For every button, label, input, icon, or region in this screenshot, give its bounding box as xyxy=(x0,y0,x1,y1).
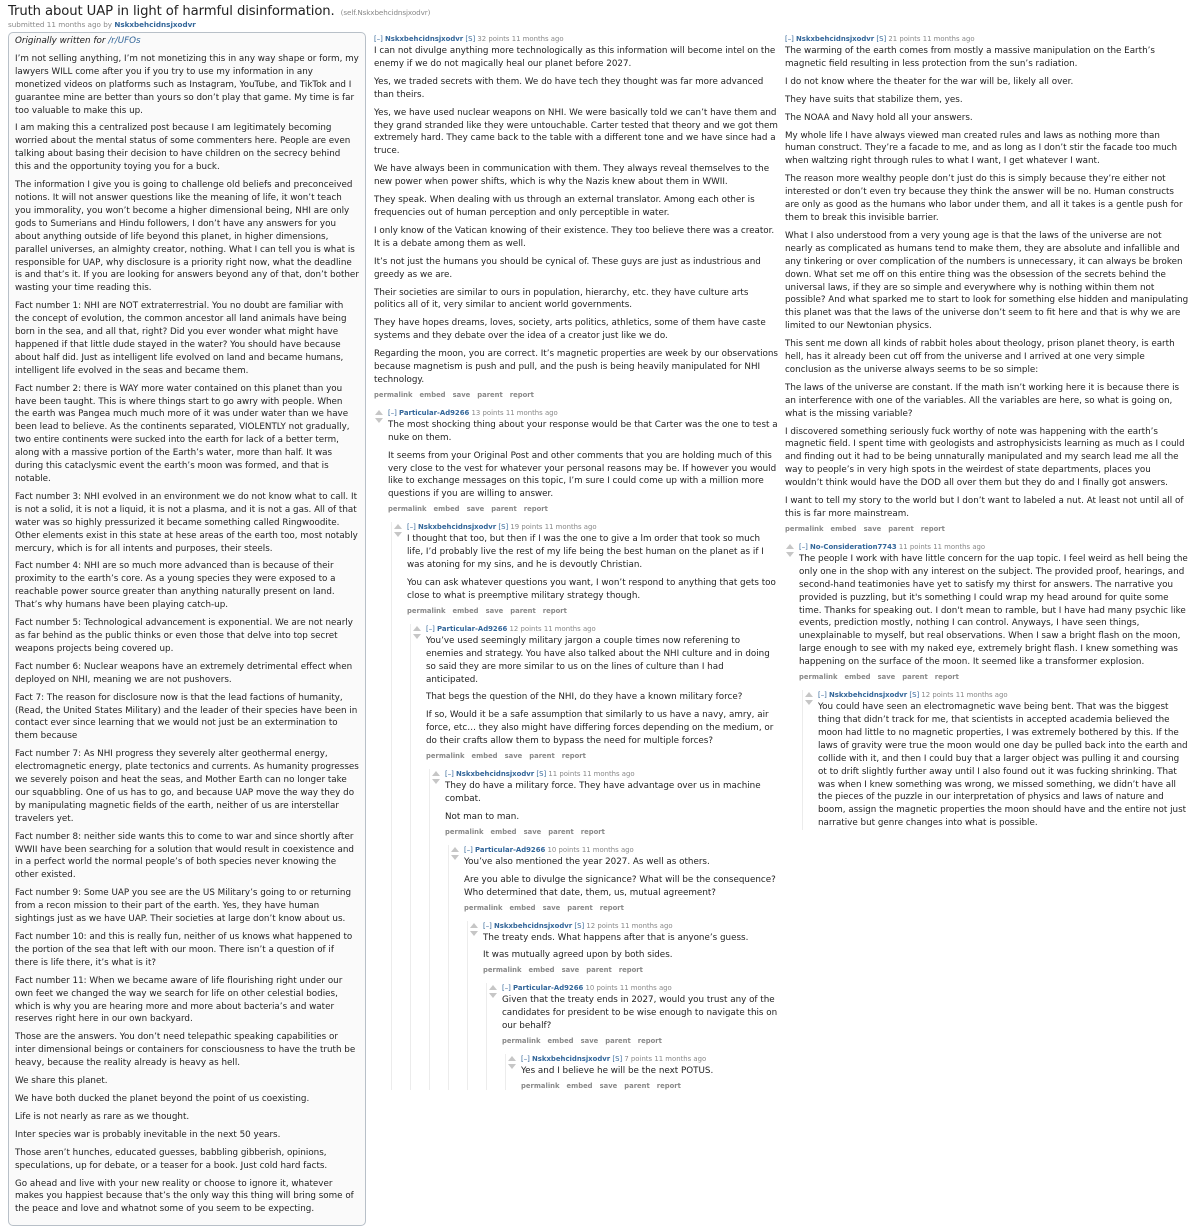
comment-paragraph: Not man to man. xyxy=(445,811,520,822)
action-report[interactable]: report xyxy=(561,752,586,761)
action-permalink[interactable]: permalink xyxy=(785,524,824,533)
action-save[interactable]: save xyxy=(599,1081,618,1090)
post-title-link[interactable]: Truth about UAP in light of harmful disinformation. xyxy=(8,4,335,19)
comment xyxy=(502,983,778,1090)
comment-time: 11 months ago xyxy=(511,35,564,43)
comment-paragraph: If so, Would it be a safe assumption that similarly to us have a navy, amry, air force, etc… they also might have differing forces depending on the medium, or do their crafts allow them to bypass the need for multiple forces? xyxy=(426,710,774,747)
comment-actions xyxy=(464,904,778,912)
action-parent[interactable]: parent xyxy=(902,673,928,682)
post-paragraph: Fact number 7: As NHI progress they severely alter geothermal energy, electromagnetic energy, plate tectonics and currents. As humanity progresses we severely poison and heat the seas, and Mother Earth can no longer take our squabbling. One of us has to go, and because UAP move the way they do by manipulating magnetic fields of the earth, neither of us are interstellar travelers yet. xyxy=(15,749,359,824)
comment-author[interactable]: Nskxbehcidnsjxodvr xyxy=(829,691,908,700)
upvote-arrow-icon[interactable] xyxy=(394,524,402,529)
comment-paragraph: Regarding the moon, you are correct. It’s magnetic properties are week by our observations because magnetism is push and pull, and the push is being heavily manipulated for NHI technology. xyxy=(374,349,778,385)
action-permalink[interactable]: permalink xyxy=(502,1037,541,1046)
downvote-arrow-icon[interactable] xyxy=(470,931,478,936)
action-permalink[interactable]: permalink xyxy=(464,903,503,912)
vote-arrows xyxy=(786,544,796,560)
action-embed[interactable]: embed xyxy=(419,390,446,399)
action-report[interactable]: report xyxy=(637,1037,662,1046)
action-save[interactable]: save xyxy=(504,752,523,761)
comment-author[interactable]: Particular-Ad9266 xyxy=(513,984,584,993)
comment-author[interactable]: Nskxbehcidnsjxodvr xyxy=(418,523,497,532)
comment-header xyxy=(502,983,778,994)
action-embed[interactable]: embed xyxy=(452,606,479,615)
collapse-toggle[interactable]: [–] xyxy=(799,542,808,551)
action-embed[interactable]: embed xyxy=(490,827,517,836)
comment-paragraph: I want to tell my story to the world but I don’t want to labeled a nut. At least not until all of this is far more mainstream. xyxy=(785,496,1184,519)
comment-header xyxy=(388,408,778,419)
comment-column-2 xyxy=(785,34,1189,835)
comment-points: 12 points xyxy=(586,921,619,930)
action-embed[interactable]: embed xyxy=(433,505,460,514)
action-parent[interactable]: parent xyxy=(888,524,914,533)
vote-arrows xyxy=(451,847,461,863)
submitter-badge: [S] xyxy=(909,691,920,700)
comment-author[interactable]: No-Consideration7743 xyxy=(810,542,897,551)
comment-body xyxy=(388,419,778,501)
subreddit-link[interactable]: /r/UFOs xyxy=(108,36,141,46)
comment-points: 19 points xyxy=(510,523,543,532)
comment-body xyxy=(407,533,778,603)
action-permalink[interactable]: permalink xyxy=(483,966,522,975)
comment-actions xyxy=(483,966,778,974)
action-parent[interactable]: parent xyxy=(529,752,555,761)
comment-actions xyxy=(445,828,778,836)
comment-author[interactable]: Nskxbehcidnsjxodvr xyxy=(494,921,573,930)
comment xyxy=(407,522,778,1090)
comment-paragraph: Yes and I believe he will be the next POTUS. xyxy=(521,1066,714,1077)
comment-replies xyxy=(486,983,778,1090)
comment-paragraph: The warming of the earth comes from mostly a massive manipulation on the Earth’s magnetic field resulting in less protection from the sun’s radiation. xyxy=(785,46,1155,69)
post-title xyxy=(8,4,431,19)
action-save[interactable]: save xyxy=(580,1037,599,1046)
vote-arrows xyxy=(413,626,423,642)
comment-replies xyxy=(505,1054,778,1090)
action-parent[interactable]: parent xyxy=(491,505,517,514)
post-paragraph: We share this planet. xyxy=(15,1076,108,1087)
action-save[interactable]: save xyxy=(523,827,542,836)
comment-paragraph: This sent me down all kinds of rabbit holes about theology, prison planet theory, is earth hell, has it already been cut off from the universe and I arrived at one very simple conclusion as the universe always seems to be so simple: xyxy=(785,339,1175,375)
comment-time: 11 months ago xyxy=(922,35,975,43)
action-embed[interactable]: embed xyxy=(830,524,857,533)
post-paragraph: Fact number 2: there is WAY more water contained on this planet than you have been taught. This is where things start to go awry with people. When the earth was Pangea much much more of it was under water than we have been lead to believe. As the continents separated, VIOLENTLY not gradually, two entire continents were sucked into the earth for lack of a better term, along with a massive portion of the Earth’s water, more than half. It was during this cataclysmic event the earth’s moon was formed, and that is notable. xyxy=(15,383,350,484)
action-report[interactable]: report xyxy=(920,524,945,533)
comment-time: 11 months ago xyxy=(620,921,673,930)
post-domain[interactable]: (self.Nskxbehcidnsjxodvr) xyxy=(340,8,431,17)
comment-body xyxy=(445,780,778,824)
action-embed[interactable]: embed xyxy=(471,752,498,761)
comment-paragraph: It seems from your Original Post and other comments that you are holding much of this very close to the vest for whatever your personal reasons may be. If however you would like to exchange messages on this topic, I’m sure I could come up with a million more questions if you are willing to answer. xyxy=(388,450,777,500)
collapse-toggle[interactable]: [–] xyxy=(502,984,511,993)
comment-paragraph: I thought that too, but then if I was the one to give a lm order that took so much life, I’d probably live the rest of my life being the best human on the planet as if I was atoning for my sins, and he is devoutly Christian. xyxy=(407,534,764,571)
comment-paragraph: You’ve used seemingly military jargon a couple times now referening to enemies and strategy. You have also talked about the NHI culture and in doing so said they are more similar to us on the lines of culture than I had anticipated. xyxy=(426,635,770,685)
action-embed[interactable]: embed xyxy=(547,1037,574,1046)
action-permalink[interactable]: permalink xyxy=(445,827,484,836)
comment-points: 12 points xyxy=(921,691,954,700)
comment-points: 10 points xyxy=(547,845,580,854)
intro-text: Originally written for xyxy=(15,36,106,46)
action-parent[interactable]: parent xyxy=(548,827,574,836)
comment-paragraph: They speak. When dealing with us through an external translator. Among each other is frequencies out of human perception and only perceptible in water. xyxy=(374,195,755,218)
submitter-badge: [S] xyxy=(876,35,887,43)
comment-body xyxy=(799,553,1189,669)
post-paragraph: Fact number 1: NHI are NOT extraterrestrial. You no doubt are familiar with the concept of evolution, the common ancestor all land animals have being born in the sea, and all that, right? Did you ever wonder what might have happened if that little dude stayed in the water? You should have because about half did. Just as intelligent life evolved on land and became humans, intelligent life evolved in the seas and became them. xyxy=(15,301,347,376)
comment-author[interactable]: Particular-Ad9266 xyxy=(399,408,470,417)
comment-paragraph: I only know of the Vatican knowing of their existence. They too believe there was a creator. It is a debate among them as well. xyxy=(374,225,775,249)
comment-paragraph: That begs the question of the NHI, do they have a known military force? xyxy=(426,692,743,703)
comment-time: 11 months ago xyxy=(505,408,558,417)
comment-points: 21 points xyxy=(888,35,921,43)
comment-paragraph: It was mutually agreed upon by both sides. xyxy=(483,950,673,961)
action-permalink[interactable]: permalink xyxy=(799,673,838,682)
post-paragraph: Life is not nearly as rare as we thought. xyxy=(15,1111,190,1122)
comment-replies xyxy=(467,921,778,1090)
comment-time: 11 months ago xyxy=(543,624,596,633)
downvote-arrow-icon[interactable] xyxy=(786,552,794,557)
comment-author[interactable]: Nskxbehcidnsjxodvr xyxy=(385,35,464,43)
comment-points: 11 points xyxy=(548,770,581,779)
action-parent[interactable]: parent xyxy=(510,606,536,615)
comment xyxy=(483,921,778,1090)
action-report[interactable]: report xyxy=(656,1081,681,1090)
post-paragraph: Fact number 3: NHI evolved in an environment we do not know what to call. It is not a solid, it is not a liquid, it is not a plasma, and it is not a gas. All of that water was so highly pressurized it became something called Ringwoodite. Other elements exist in this state at hese areas of the earth too, most notably mercury, which is for all intents and purposes, their steels. xyxy=(15,491,358,554)
comment-header xyxy=(521,1054,778,1065)
collapse-toggle[interactable]: [–] xyxy=(483,921,492,930)
downvote-arrow-icon[interactable] xyxy=(432,779,440,784)
comment-paragraph: You’ve also mentioned the year 2027. As well as others. xyxy=(464,856,710,867)
action-report[interactable]: report xyxy=(580,827,605,836)
post-intro xyxy=(15,35,359,48)
vote-arrows xyxy=(394,524,404,540)
comment-body xyxy=(374,45,778,387)
upvote-arrow-icon[interactable] xyxy=(489,985,497,990)
comment-body xyxy=(483,932,778,963)
comment-replies xyxy=(410,624,778,1090)
submitter-badge: [S] xyxy=(536,770,547,779)
collapse-toggle[interactable]: [–] xyxy=(785,35,794,43)
reply-thread xyxy=(388,408,778,1090)
post-paragraph: Fact number 11: When we became aware of life flourishing right under our own feet we changed the way we search for life on other celestial bodies, which is why you are hearing more and more about bacteria’s and water reserves right here in our own backyard. xyxy=(15,975,343,1025)
action-permalink[interactable]: permalink xyxy=(374,390,413,399)
comment-paragraph: My whole life I have always viewed man created rules and laws as nothing more than human construct. They’re a facade to me, and as long as I don’t stir the facade too much when waltzing right through rules to what I want, I get whatever I want. xyxy=(785,130,1178,167)
post-paragraph: I am making this a centralized post because I am legitimately becoming worried about the mental status of some commenters here. People are even talking about basing their decision to have children on the secrecy behind this and the opportunity toying you for a buck. xyxy=(15,123,351,173)
comment-actions xyxy=(502,1037,778,1045)
collapse-toggle[interactable]: [–] xyxy=(388,408,397,417)
downvote-arrow-icon[interactable] xyxy=(394,532,402,537)
action-permalink[interactable]: permalink xyxy=(426,752,465,761)
comment-actions xyxy=(785,525,1189,533)
action-save[interactable]: save xyxy=(877,673,896,682)
action-report[interactable]: report xyxy=(934,673,959,682)
submitter-badge: [S] xyxy=(465,35,476,43)
post-tagline xyxy=(8,20,366,29)
comment-points: 13 points xyxy=(471,408,504,417)
comment-body xyxy=(785,45,1189,521)
upvote-arrow-icon[interactable] xyxy=(508,1056,516,1061)
comment-header xyxy=(407,522,778,533)
post-paragraph: I’m not selling anything, I’m not monetizing this in any way shape or form, my lawyers WILL come after you if you try to use my information in any monetized videos on platforms such as Instagram, YouTube, and TikTok and I guarantee mine are better than yours so don’t play that game. My time is far too valuable to make this up. xyxy=(15,53,359,116)
vote-arrows xyxy=(489,985,499,1001)
vote-arrows xyxy=(375,410,385,426)
comment-points: 7 points xyxy=(624,1055,653,1064)
comment-header xyxy=(374,34,778,45)
comment-header xyxy=(464,845,778,856)
comment-paragraph: They do have a military force. They have advantage over us in machine combat. xyxy=(445,781,761,804)
submitter-badge: [S] xyxy=(574,921,585,930)
action-save[interactable]: save xyxy=(485,606,504,615)
action-embed[interactable]: embed xyxy=(566,1081,593,1090)
downvote-arrow-icon[interactable] xyxy=(413,634,421,639)
comment-paragraph: The treaty ends. What happens after that is anyone’s guess. xyxy=(483,932,749,943)
action-report[interactable]: report xyxy=(523,505,548,514)
post-paragraph: Go ahead and live with your new reality or choose to ignore it, whatever makes you happiest because that’s the only way this thing will bring some of the peace and love and whatnot some of you seem to be expecting. xyxy=(15,1178,354,1215)
comment-paragraph: We have always been in communication with them. They always reveal themselves to the new power when power shifts, which is why the Nazis knew about them in WWII. xyxy=(374,164,770,188)
comment-author[interactable]: Nskxbehcidnsjxodvr xyxy=(532,1055,611,1064)
comment-paragraph: They have hopes dreams, loves, society, arts politics, athletics, some of them have caste systems and they debate over the idea of a creator just like we do. xyxy=(374,318,766,342)
post-paragraph: Fact number 5: Technological advancement is exponential. We are not nearly as far behind as the public thinks or even those that delve into top secret weapons projects being covered up. xyxy=(15,618,353,654)
comment-time: 11 months ago xyxy=(544,523,597,532)
action-embed[interactable]: embed xyxy=(528,966,555,975)
comment-time: 11 months ago xyxy=(619,984,672,993)
comment xyxy=(818,690,1189,830)
comment-author[interactable]: Particular-Ad9266 xyxy=(437,624,508,633)
comment-actions xyxy=(388,505,778,513)
action-permalink[interactable]: permalink xyxy=(407,606,446,615)
post-paragraphs xyxy=(15,53,359,1216)
comment-body xyxy=(818,701,1189,830)
vote-arrows xyxy=(805,692,815,708)
comment-time: 11 months ago xyxy=(654,1055,707,1064)
comment-paragraph: I discovered something seriously fuck worthy of note was happening with the earth’s magnetic field. I spent time with geologists and astrophysicists learning as much as I could and finding out it had to be being unnaturally manipulated and my search lead me all the way to people’s in very high spots in the weirdest of state departments, places you wouldn’t think would have the DOD all over them but they do and I finally got answers. xyxy=(785,426,1185,489)
submitter-badge: [S] xyxy=(612,1055,623,1064)
vote-arrows xyxy=(432,771,442,787)
collapse-toggle[interactable]: [–] xyxy=(521,1055,530,1064)
post-paragraph: Fact number 4: NHI are so much more advanced than is because of their proximity to the earth’s core. As a young species they were exposed to a reachable power source greater than anything naturally present on land. That’s why humans have been playing catch-up. xyxy=(15,561,336,611)
comment-paragraph: You can ask whatever questions you want, I won’t respond to anything that gets too close to what is preemptive military strategy though. xyxy=(407,578,776,601)
downvote-arrow-icon[interactable] xyxy=(489,993,497,998)
comment-points: 12 points xyxy=(509,624,542,633)
vote-arrows xyxy=(508,1056,518,1072)
comment-actions xyxy=(374,391,778,399)
comment-header xyxy=(445,769,778,780)
comment-actions xyxy=(407,607,778,615)
comment-points: 11 points xyxy=(898,542,932,551)
action-parent[interactable]: parent xyxy=(605,1037,631,1046)
action-save[interactable]: save xyxy=(452,390,471,399)
comment xyxy=(799,542,1189,830)
submitter-badge: [S] xyxy=(498,523,509,532)
comment-time: 11 months ago xyxy=(955,691,1008,700)
post-paragraph: Fact number 8: neither side wants this to come to war and since shortly after WWII have been searching for a solution that would result in coexistence and in a perfect world the normal people’s of both species never knowing the other existed. xyxy=(15,831,354,881)
action-permalink[interactable]: permalink xyxy=(388,505,427,514)
comment xyxy=(388,408,778,1090)
action-save[interactable]: save xyxy=(561,966,580,975)
post-paragraph: Fact number 9: Some UAP you see are the US Military’s going to or returning from a recon mission to their part of the earth. Yes, they have human sightings just as we have UAP. Their societies at large don’t know about us. xyxy=(15,888,351,925)
comment-points: 32 points xyxy=(477,35,510,43)
comment-paragraph: The most shocking thing about your response would be that Carter was the one to test a nuke on them. xyxy=(388,419,778,443)
downvote-arrow-icon[interactable] xyxy=(805,700,813,705)
upvote-arrow-icon[interactable] xyxy=(805,692,813,697)
post-paragraph: Fact number 6: Nuclear weapons have an extremely detrimental effect when deployed on NHI, meaning we are not pushovers. xyxy=(15,661,353,685)
comment xyxy=(374,34,778,399)
comment-paragraph: Yes, we traded secrets with them. We do have tech they thought was far more advanced than theirs. xyxy=(374,76,764,100)
action-report[interactable]: report xyxy=(542,606,567,615)
comment-replies xyxy=(429,769,778,1090)
post-paragraph: Fact 7: The reason for disclosure now is that the lead factions of humanity, (Read, the United States Military) and the leader of their species have been in contact ever since learning that we would not just be an extermination to them because xyxy=(15,692,358,742)
comment-header xyxy=(818,690,1189,701)
reply-thread xyxy=(799,542,1189,830)
collapse-toggle[interactable]: [–] xyxy=(818,691,827,700)
collapse-toggle[interactable]: [–] xyxy=(445,770,454,779)
comment-paragraph: What I also understood from a very young age is that the laws of the universe are not nearly as complicated as humans tend to make them, they are absolute and infallible and any tinkering or over complication of the numbers is unnecessary, it can always be broken down. What set me off on this entire thing was the obsession of the secrets behind the universal laws, if they are so simple and everywhere why is nothing within them not possible? And what sparked me to start to look for something else hidden and manipulating this planet was that the laws of the universe don’t seem to fit here and that is why we are limited to our Newtonian physics. xyxy=(785,230,1189,332)
comment xyxy=(464,845,778,1090)
collapse-toggle[interactable]: [–] xyxy=(374,35,383,43)
comment-points: 10 points xyxy=(585,984,618,993)
action-parent[interactable]: parent xyxy=(477,390,503,399)
upvote-arrow-icon[interactable] xyxy=(413,626,421,631)
comment-time: 11 months ago xyxy=(581,845,634,854)
comment-paragraph: It’s not just the humans you should be cynical of. These guys are just as industrious and greedy as we are. xyxy=(374,256,761,280)
comment-replies xyxy=(448,845,778,1090)
comment xyxy=(445,769,778,1090)
comment-author[interactable]: Nskxbehcidnsjxodvr xyxy=(456,770,535,779)
comment-paragraph: The laws of the universe are constant. If the math isn’t working here it is because there is an interference with one of the variables. All the variables are here, so what is going on, what is the missing variable? xyxy=(785,382,1180,419)
post-paragraph: Inter species war is probably inevitable in the next 50 years. xyxy=(15,1129,281,1140)
comment-body xyxy=(502,994,778,1033)
post-paragraph: The information I give you is going to challenge old beliefs and preconceived notions. It will not answer questions like the meaning of life, it won’t teach you immorality, you won’t become a higher dimensional being, NHI are only gods to Sumerians and Hindu followers, I don’t have any answers for you about anything outside of life beyond this planet, in higher dimensions, parallel universes, an almighty creator, nothing. What I can tell you is what is responsible for UAP, why disclosure is a priority right now, what the deadline is and that’s it. If you are looking for answers beyond any of that, don’t bother wasting your time reading this. xyxy=(15,180,359,294)
action-permalink[interactable]: permalink xyxy=(521,1081,560,1090)
comment-actions xyxy=(799,673,1189,681)
submitted-text: submitted 11 months ago by xyxy=(8,20,113,29)
action-save[interactable]: save xyxy=(466,505,485,514)
comment-paragraph: They have suits that stabilize them, yes. xyxy=(785,94,963,105)
comment-header xyxy=(785,34,1189,45)
comment-author[interactable]: Nskxbehcidnsjxodvr xyxy=(796,35,875,43)
comment-body xyxy=(426,635,778,748)
comment-actions xyxy=(521,1082,778,1090)
comment-paragraph: Given that the treaty ends in 2027, would you trust any of the candidates for president to be wise enough to navigate this on our behalf? xyxy=(502,995,778,1032)
comment-body xyxy=(464,856,778,900)
comment-paragraph: Their societies are similar to ours in population, hierarchy, etc. they have culture arts politics all of it, very similar to ancient world governments. xyxy=(374,287,749,311)
upvote-arrow-icon[interactable] xyxy=(786,544,794,549)
post-paragraph: We have both ducked the planet beyond the point of us coexisting. xyxy=(15,1093,310,1104)
comment-replies xyxy=(391,522,778,1090)
comment xyxy=(521,1054,778,1090)
upvote-arrow-icon[interactable] xyxy=(375,410,383,415)
upvote-arrow-icon[interactable] xyxy=(432,771,440,776)
comment-replies xyxy=(802,690,1189,830)
comment-author[interactable]: Particular-Ad9266 xyxy=(475,845,546,854)
comment-body xyxy=(521,1065,778,1078)
action-embed[interactable]: embed xyxy=(509,903,536,912)
comment xyxy=(785,34,1189,533)
collapse-toggle[interactable]: [–] xyxy=(407,523,416,532)
comment-paragraph: I do not know where the theater for the war will be, likely all over. xyxy=(785,76,1074,87)
comment-header xyxy=(426,624,778,635)
comment-paragraph: I can not divulge anything more technologically as this information will become intel on the enemy if we do not magically heal our planet before 2027. xyxy=(374,46,776,69)
action-embed[interactable]: embed xyxy=(844,673,871,682)
post-paragraph: Those are the answers. You don’t need telepathic speaking capabilities or inter dimensional beings or containers for consciousness to have the truth be heavy, because the reality already is heavy as hell. xyxy=(15,1032,356,1069)
comment-actions xyxy=(426,752,778,760)
comment-header xyxy=(483,921,778,932)
upvote-arrow-icon[interactable] xyxy=(451,847,459,852)
comment-column-1 xyxy=(374,34,778,1099)
comment-time: 11 months ago xyxy=(582,770,635,779)
post-paragraph: Fact number 10: and this is really fun, neither of us knows what happened to the portion of the sea that left with our moon. There isn’t a question of if there is life there, it’s what is it? xyxy=(15,932,353,968)
comment-paragraph: The NOAA and Navy hold all your answers. xyxy=(785,112,973,123)
action-save[interactable]: save xyxy=(542,903,561,912)
comment-time: 11 months ago xyxy=(933,542,986,551)
action-report[interactable]: report xyxy=(618,966,643,975)
downvote-arrow-icon[interactable] xyxy=(451,855,459,860)
collapse-toggle[interactable]: [–] xyxy=(426,624,435,633)
action-report[interactable]: report xyxy=(599,903,624,912)
comment-paragraph: You could have seen an electromagnetic wave being bent. That was the biggest thing that didn’t track for me, that scientists in accepted academia believed the moon had little to no magnetic properties, I was extremely bothered by this. If the laws of gravity were true the moon would one day be pulled back into the earth and collide with it, and then I could buy that a larger object was pulling it and coursing ot to drift slightly further away until I also found out it was fucking shrinking. That was when I knew something was wrong, we missed something, we didn’t have all the pieces of the puzzle in our interpretation of physics and laws of nature and boom, assign the magnetic properties the moon should have and the entire not just narrative but genre changes into what is possible. xyxy=(818,702,1188,829)
comment-paragraph: Are you able to divulge the signicance? What will be the consequence? Who determined that date, them, us, mutual agreement? xyxy=(464,874,776,898)
post-author-link[interactable]: Nskxbehcidnsjxodvr xyxy=(114,20,196,29)
action-parent[interactable]: parent xyxy=(586,966,612,975)
collapse-toggle[interactable]: [–] xyxy=(464,845,473,854)
downvote-arrow-icon[interactable] xyxy=(375,418,383,423)
post-body xyxy=(8,32,366,1226)
action-parent[interactable]: parent xyxy=(624,1081,650,1090)
comment-header xyxy=(799,542,1189,553)
action-save[interactable]: save xyxy=(863,524,882,533)
vote-arrows xyxy=(470,923,480,939)
comment xyxy=(426,624,778,1090)
action-report[interactable]: report xyxy=(509,390,534,399)
post-paragraph: Those aren’t hunches, educated guesses, babbling gibberish, opinions, speculations, up for debate, or a teaser for a book. Just cold hard facts. xyxy=(15,1147,328,1171)
upvote-arrow-icon[interactable] xyxy=(470,923,478,928)
action-parent[interactable]: parent xyxy=(567,903,593,912)
downvote-arrow-icon[interactable] xyxy=(508,1064,516,1069)
comment-paragraph: The reason more wealthy people don’t just do this is simply because they’re either not interested or don’t even try because they think the answer will be no. Human constructs are only as good as the humans who labor under them, and all it takes is a gentle push for them to break this invisible barrier. xyxy=(785,174,1183,223)
comment-paragraph: The people I work with have little concern for the uap topic. I feel weird as hell being the only one in the shop with any interest on the subject. The provided proof, hearings, and second-hand teatimonies have yet to satisfy my thirst for answers. The narrative you provided is puzzling, but it's something I could wrap my head around for quite some time. Thanks for speaking out. I don't mean to ramble, but I have had many psychic like events, prediction mostly, nothing I can control. Anyways, I have seen things, unexplainable to myself, but real observations. When I saw a bright flash on the moon, large enough to see with my naked eye, extremely bright flash. I knew something was happening on the surface of the moon. It seemed like a transformer explosion. xyxy=(799,553,1188,668)
comment-paragraph: Yes, we have used nuclear weapons on NHI. We were basically told we can’t have them and they grand stranded like they were untouchable. Carter tested that theory and we got them extremely hard. They came back to the table with a different tone and we have since had a truce. xyxy=(374,107,778,157)
